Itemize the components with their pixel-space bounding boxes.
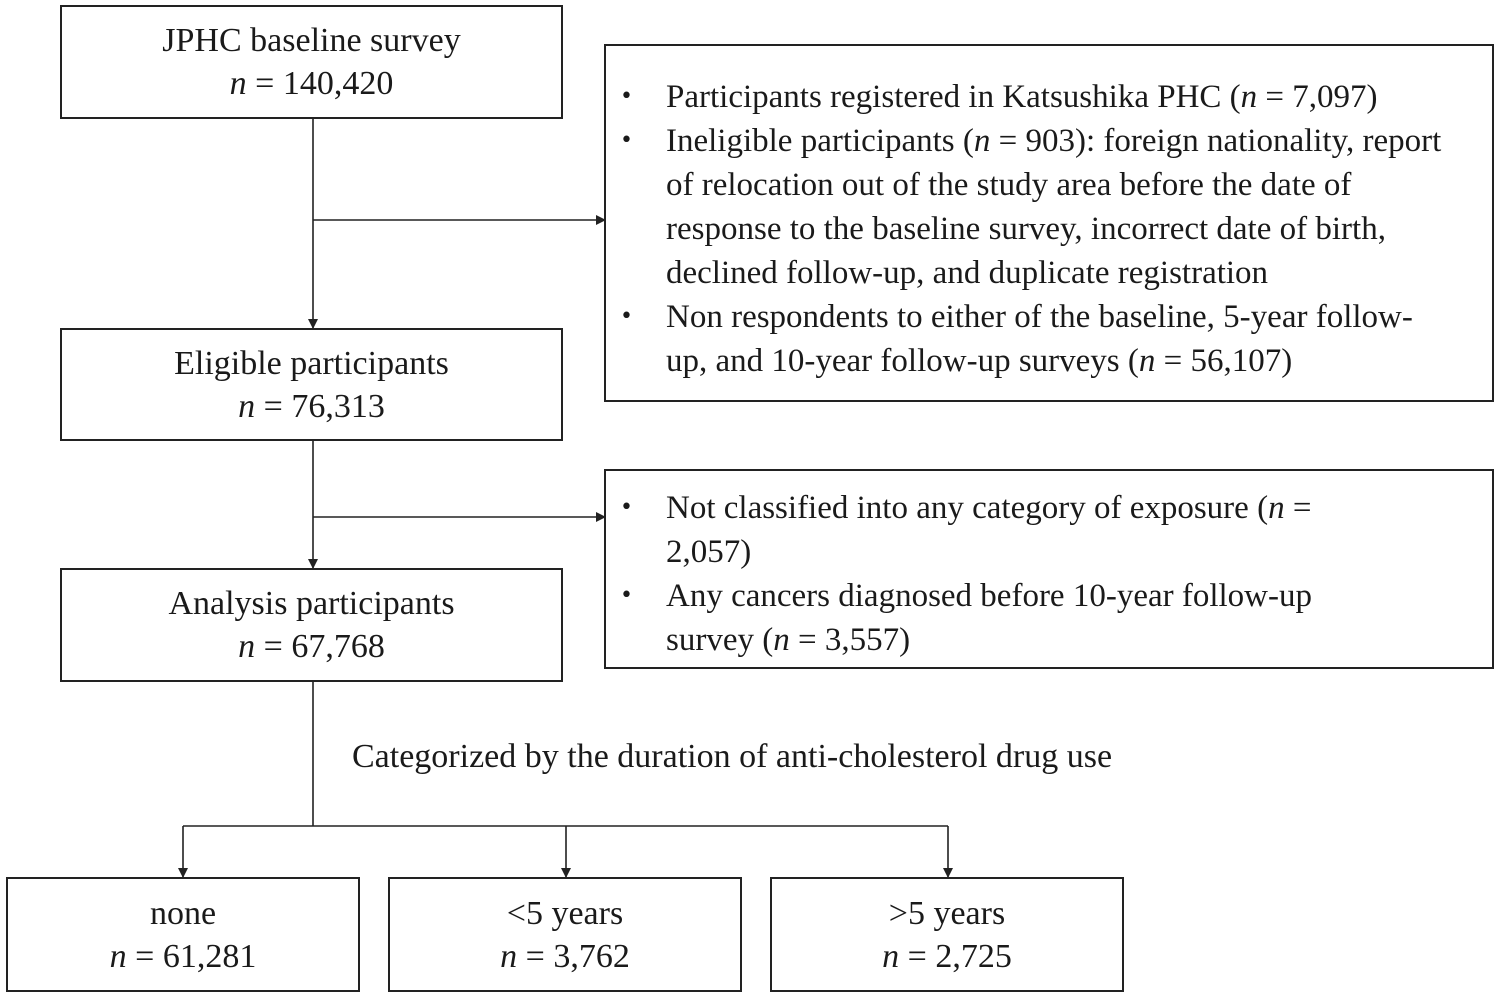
- group-none-box: [6, 877, 360, 992]
- exclusion-box-1: [604, 44, 1494, 402]
- baseline-survey-box: [60, 5, 563, 119]
- bullet-icon: •: [620, 304, 633, 329]
- eligible-participants-title: Eligible participants: [174, 344, 449, 382]
- group-none-count: n = 61,281: [109, 937, 257, 975]
- bullet-icon: •: [620, 583, 633, 608]
- group-lt5-years-count: n = 3,762: [500, 937, 630, 975]
- analysis-participants-box: [60, 568, 563, 682]
- bullet-icon: •: [620, 128, 633, 153]
- baseline-survey-count: n = 140,420: [229, 65, 394, 102]
- eligible-participants-box: [60, 328, 563, 441]
- bullet-icon: •: [620, 84, 633, 109]
- exclusion-1-item-non-respondents: • Non respondents to either of the baseline, 5-year follow-up, and 10-year follow-up surveys (n = 56,107): [606, 295, 1492, 383]
- analysis-participants-count: n = 67,768: [238, 628, 385, 665]
- exclusion-2-item-prior-cancer: • Any cancers diagnosed before 10-year follow-up survey (n = 3,557): [606, 574, 1492, 662]
- analysis-participants-title: Analysis participants: [168, 585, 455, 622]
- categorization-label: Categorized by the duration of anti-cholesterol drug use: [352, 738, 1113, 775]
- exclusion-2-item-not-classified: • Not classified into any category of exposure (n = 2,057): [606, 486, 1492, 574]
- baseline-survey-title: JPHC baseline survey: [162, 22, 461, 59]
- exclusion-1-item-katsushika: • Participants registered in Katsushika PHC (n = 7,097): [606, 75, 1492, 119]
- exclusion-box-2: [604, 469, 1494, 669]
- group-lt5-years-box: [388, 877, 742, 992]
- group-gt5-years-box: [770, 877, 1124, 992]
- group-lt5-years-title: <5 years: [506, 894, 624, 932]
- exclusion-1-item-ineligible: • Ineligible participants (n = 903): foreign nationality, report of relocation out of the study area before the date of response to the baseline survey, incorrect date of birth, declined follow-up, and duplicate registration: [606, 119, 1492, 295]
- group-gt5-years-count: n = 2,725: [882, 937, 1012, 975]
- bullet-icon: •: [620, 495, 633, 520]
- group-gt5-years-title: >5 years: [888, 894, 1006, 932]
- eligible-participants-count: n = 76,313: [238, 387, 385, 425]
- group-none-title: none: [149, 894, 217, 932]
